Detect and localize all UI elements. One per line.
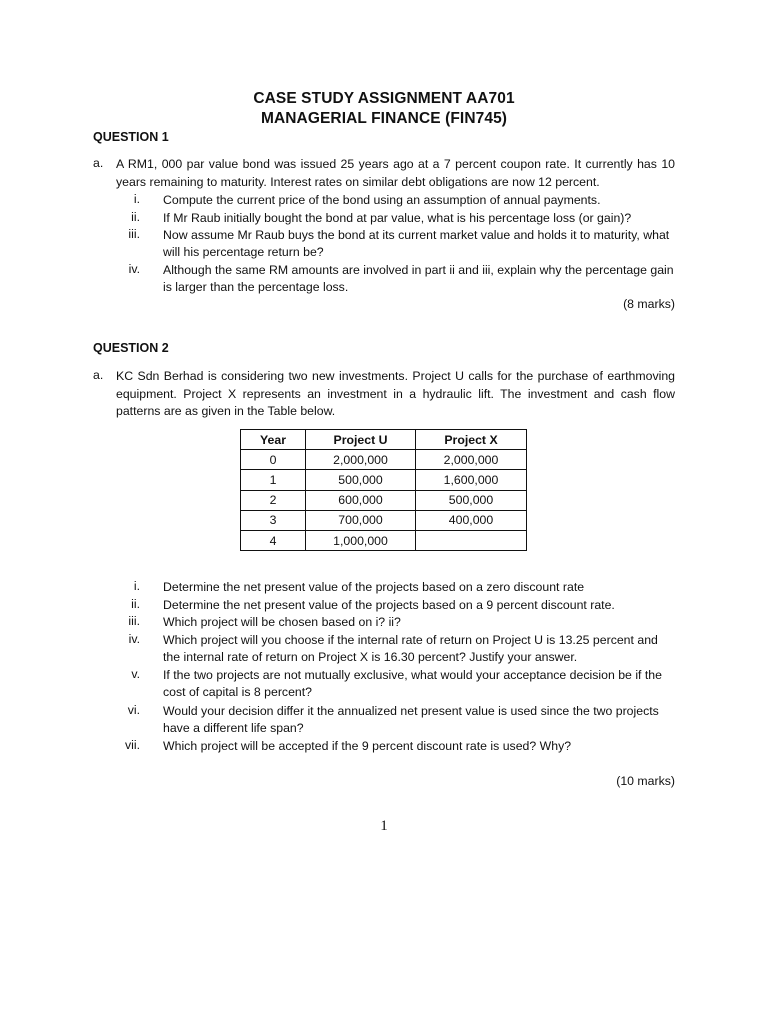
table-cell: 500,000 — [416, 490, 527, 510]
item-text: Which project will be accepted if the 9 percent discount rate is used? Why? — [163, 739, 572, 753]
item-number: ii. — [131, 597, 140, 611]
question-2-marks: (10 marks) — [616, 774, 675, 788]
item-number: iii. — [128, 614, 140, 628]
item-text: Determine the net present value of the projects based on a 9 percent discount rate. — [163, 598, 615, 612]
list-item — [110, 210, 676, 227]
item-text: If Mr Raub initially bought the bond at par value, what is his percentage loss (or gain)? — [163, 211, 632, 225]
table-cell: 600,000 — [306, 490, 416, 510]
table-cell: 500,000 — [306, 470, 416, 490]
item-number: vii. — [124, 738, 140, 752]
table-cell: 0 — [241, 450, 306, 470]
item-text: Which project will you choose if the internal rate of return on Project U is 13.25 percent and the internal rate of return on Project X is 16.30 percent? Justify your answer. — [163, 633, 658, 665]
table-cell: 1 — [241, 470, 306, 490]
table-cell: 2 — [241, 490, 306, 510]
item-number: ii. — [131, 210, 140, 224]
question-2-intro — [93, 368, 675, 421]
question-2-intro-text: KC Sdn Berhad is considering two new investments. Project U calls for the purchase of earthmoving equipment. Project X represents an investment in a hydraulic lift. The investment and cash flow patterns are as given in the Table below. — [116, 369, 675, 418]
table-cell: 1,600,000 — [416, 470, 527, 490]
item-number: iv. — [128, 632, 140, 646]
question-1-heading: QUESTION 1 — [93, 130, 169, 144]
table-cell: 2,000,000 — [416, 450, 527, 470]
list-item — [110, 227, 676, 262]
list-item — [110, 667, 676, 702]
question-1-intro-text: A RM1, 000 par value bond was issued 25 years ago at a 7 percent coupon rate. It currently has 10 years remaining to maturity. Interest rates on similar debt obligations are now 12 percent. — [116, 157, 675, 189]
item-text: Compute the current price of the bond using an assumption of annual payments. — [163, 193, 601, 207]
item-number: i. — [133, 192, 140, 206]
page-number: 1 — [380, 818, 388, 834]
column-header-project-u: Project U — [306, 430, 416, 450]
item-text: Would your decision differ it the annualized net present value is used since the two projects have a different life span? — [163, 704, 659, 736]
list-item — [110, 632, 676, 667]
item-text: Determine the net present value of the projects based on a zero discount rate — [163, 580, 585, 594]
table-cell: 400,000 — [416, 510, 527, 530]
table-cell: 4 — [241, 530, 306, 550]
table-cell — [416, 530, 527, 550]
item-text: If the two projects are not mutually exclusive, what would your acceptance decision be if the cost of capital is 8 percent? — [163, 668, 662, 700]
part-label: a. — [93, 156, 104, 170]
list-item — [110, 262, 676, 297]
list-item — [110, 738, 676, 755]
table-row — [241, 450, 527, 470]
table-row — [241, 470, 527, 490]
question-1-marks: (8 marks) — [623, 297, 675, 311]
list-item — [110, 614, 676, 631]
list-item — [110, 579, 676, 596]
cash-flow-table — [240, 429, 527, 551]
table-row — [241, 530, 527, 550]
table-row — [241, 490, 527, 510]
column-header-year: Year — [241, 430, 306, 450]
item-number: vi. — [127, 703, 140, 717]
item-text: Although the same RM amounts are involved in part ii and iii, explain why the percentage gain is larger than the percentage loss. — [163, 263, 674, 295]
column-header-project-x: Project X — [416, 430, 527, 450]
table-row — [241, 510, 527, 530]
table-cell: 2,000,000 — [306, 450, 416, 470]
item-number: iv. — [128, 262, 140, 276]
part-label: a. — [93, 368, 104, 382]
document-title: CASE STUDY ASSIGNMENT AA701 — [253, 90, 515, 107]
list-item — [110, 703, 676, 738]
item-number: i. — [133, 579, 140, 593]
document-subtitle: MANAGERIAL FINANCE (FIN745) — [260, 110, 508, 127]
table-header-row — [241, 430, 527, 450]
table-cell: 1,000,000 — [306, 530, 416, 550]
item-text: Which project will be chosen based on i? ii? — [163, 615, 401, 629]
question-1-intro — [93, 156, 675, 191]
table-cell: 3 — [241, 510, 306, 530]
list-item — [110, 192, 676, 209]
item-number: v. — [131, 667, 140, 681]
question-2-heading: QUESTION 2 — [93, 341, 169, 355]
list-item — [110, 597, 676, 614]
item-text: Now assume Mr Raub buys the bond at its current market value and holds it to maturity, what will his percentage return be? — [163, 228, 670, 260]
item-number: iii. — [128, 227, 140, 241]
table-cell: 700,000 — [306, 510, 416, 530]
